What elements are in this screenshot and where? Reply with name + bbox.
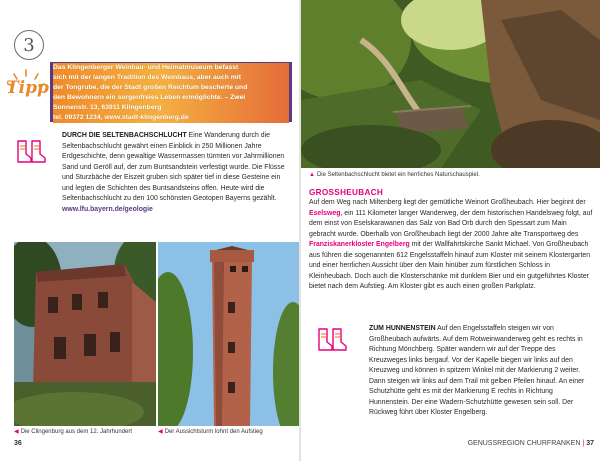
- caption-marker-icon: ◀: [158, 429, 163, 435]
- seltenbachschlucht-photo: [301, 0, 600, 168]
- body-part: mit der Wallfahrtskirche Sankt Michael. Von Großheubach aus führen die sogenannten 612 Engelsstaffeln hinauf zum Kloster mit seinem Klostergarten und einer herrlichen Aussicht über den Main hinüber zum fürstlichen Schloss in Kleinheubach. Doch auch die Klosterschänke mit dunklem Bier und ein gutgeführtes Kloster bietet nach dem Aufstieg. Am Kloster gibt es auch einen großen Parkplatz.: [309, 241, 591, 290]
- castle-caption-text: Die Clingenburg aus dem 12. Jahrhundert: [20, 429, 133, 435]
- caption-marker-icon: ◀: [14, 429, 19, 435]
- stage-number: 3: [14, 30, 44, 60]
- hunnenstein-body: Auf den Engelsstaffeln steigen wir von Großheubach aufwärts. Auf dem Rotweinwanderweg geht es rechts in Richtung Mönchberg. Später wandern wir auf der Treppe des Kreuzweges links bergauf. Vor der Kapelle biegen wir links auf den Kreuzweg und können in spitzem Winkel mit der Markierung 2 weiter. Dann steigen wir links auf dem Trail mit gelben Pfeilen hinauf. An einer Schutzhütte geht es mit der Markierung E rechts in Richtung Hunnenstein. Der eine Wadern-Schutzhütte gewesen sein soll. Der Rückweg führt über Kloster Engelberg.: [369, 325, 585, 416]
- tipp-badge: [6, 68, 49, 124]
- footer-section: GENUSSREGION CHURFRANKEN: [467, 440, 581, 447]
- section-title: GROSSHEUBACH: [309, 188, 384, 197]
- castle-caption: [14, 428, 132, 436]
- seltenbach-heading: DURCH DIE SELTENBACHSCHLUCHT: [62, 132, 187, 139]
- tipp-box: [50, 62, 292, 122]
- tipp-line: den Bewohnern ein sorgenfreies Leben ermöglichte. – Zwei: [53, 93, 289, 103]
- hunnenstein-text: [369, 324, 595, 419]
- tipp-label: Tipp: [6, 78, 49, 98]
- tipp-line: Sonnenstr. 13, 63911 Klingenberg: [53, 103, 289, 113]
- tipp-line: tel. 09372 1234, www.stadt-klingenberg.de: [53, 113, 289, 123]
- seltenbach-body: Eine Wanderung durch die Seltenbachschlucht gewährt einen Einblick in 250 Millionen Jahre Erdgeschichte, denn gewaltige Wassermassen türmten vor Jahrmillionen Sand und Geröll auf, der zum Buntsandstein verfestigt wurde. Die Flüsse und Sturzbäche der Eiszeit gruben sich später tief in diese Gesteine ein und legten die Schichten des Buntsandsteins offen. Heute wird die Seltenbachschlucht zu den 100 schönsten Geotopen Bayerns gezählt.: [62, 132, 285, 202]
- geologie-link[interactable]: www.lfu.bayern.de/geologie: [62, 205, 153, 213]
- page-number-left: 36: [14, 440, 22, 447]
- forest-caption-text: Die Seltenbachschlucht bietet ein herrliches Naturschauspiel.: [316, 172, 480, 178]
- body-part: Auf dem Weg nach Miltenberg liegt der gemütliche Weinort Großheubach. Hier beginnt der: [309, 199, 586, 206]
- footer-separator: |: [582, 440, 585, 447]
- tipp-line: sich mit der langen Tradition des Weinbaus, aber auch mit: [53, 73, 289, 83]
- tipp-line: der Tongrube, die der Stadt großen Reichtum bescherte und: [53, 83, 289, 93]
- caption-marker-icon: ▲: [309, 172, 315, 178]
- hiking-boots-icon: [315, 326, 349, 354]
- clingenburg-photo: [14, 242, 156, 426]
- tower-caption-text: Der Aussichtsturm lohnt den Aufstieg: [164, 429, 263, 435]
- grossheubach-text: [309, 198, 595, 293]
- aussichtsturm-photo: [158, 242, 299, 426]
- eselsweg-highlight: Eselsweg: [309, 209, 341, 217]
- left-page: [0, 0, 299, 461]
- page-number-right: 37: [586, 440, 594, 447]
- tower-caption: [158, 428, 263, 436]
- forest-caption: [309, 171, 480, 179]
- kloster-engelberg-highlight: Franziskanerkloster Engelberg: [309, 241, 410, 248]
- hiking-boots-icon: [14, 138, 48, 166]
- body-part: , ein 111 Kilometer langer Wanderweg, der dem historischen Handelsweg folgt, auf dem einst von Eselskarawanen das Salz von Bad Orb durch den Spessart zum Main gebracht wurde. Oberhalb von Großheubach liegt der 2000 Jahre alte Transportweg des: [309, 209, 593, 238]
- seltenbach-text: [62, 131, 292, 215]
- tipp-line: Das Klingenberger Weinbau- und Heimatmuseum befasst: [53, 63, 289, 73]
- hunnenstein-heading: ZUM HUNNENSTEIN: [369, 325, 436, 332]
- page-footer-right: [468, 440, 594, 447]
- right-page: [301, 0, 600, 461]
